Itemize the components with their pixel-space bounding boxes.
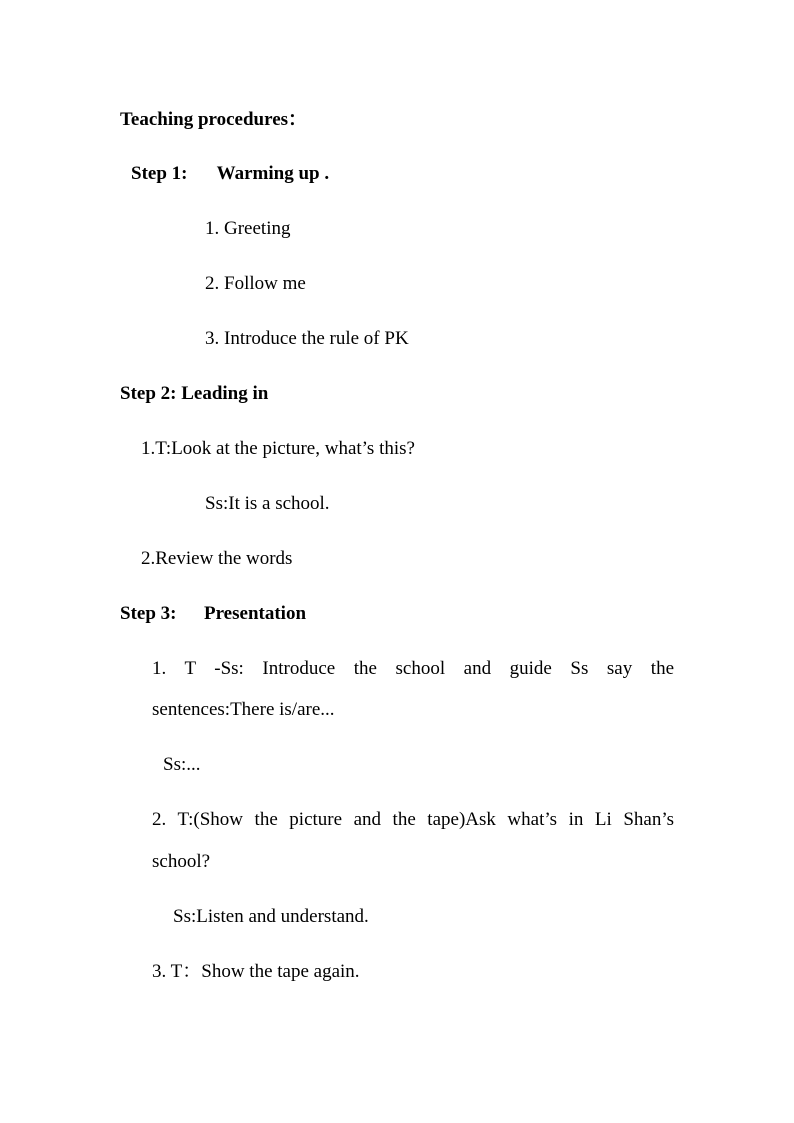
step3-paragraph-2-line-1: 2. T:(Show the picture and the tape)Ask what’s in Li Shan’s bbox=[152, 809, 674, 830]
document-title: Teaching procedures： bbox=[120, 109, 308, 130]
step2-answer-1: Ss:It is a school. bbox=[205, 493, 330, 514]
step1-item-3: 3. Introduce the rule of PK bbox=[205, 328, 409, 349]
step1-title: Warming up . bbox=[216, 163, 330, 184]
step1-label: Step 1: bbox=[131, 163, 188, 184]
step3-paragraph-3: 3. T：Show the tape again. bbox=[152, 961, 360, 982]
step3-paragraph-1-line-1: 1. T -Ss: Introduce the school and guide Ss say the bbox=[152, 658, 674, 679]
step1-item-2: 2. Follow me bbox=[205, 273, 306, 294]
step3-paragraph-1-line-2: sentences:There is/are... bbox=[152, 699, 335, 720]
step3-label: Step 3: bbox=[120, 603, 177, 624]
step3-heading bbox=[120, 604, 306, 623]
step2-question-1: 1.T:Look at the picture, what’s this? bbox=[141, 438, 415, 459]
step2-heading: Step 2: Leading in bbox=[120, 383, 269, 404]
step1-item-1: 1. Greeting bbox=[205, 218, 291, 239]
step3-paragraph-2-line-2: school? bbox=[152, 851, 211, 872]
step3-paragraph-2-ss: Ss:Listen and understand. bbox=[173, 906, 369, 927]
step1-heading bbox=[131, 164, 329, 183]
step3-paragraph-1-ss: Ss:... bbox=[163, 754, 201, 775]
step3-title: Presentation bbox=[203, 603, 307, 624]
step2-item-2: 2.Review the words bbox=[141, 548, 293, 569]
